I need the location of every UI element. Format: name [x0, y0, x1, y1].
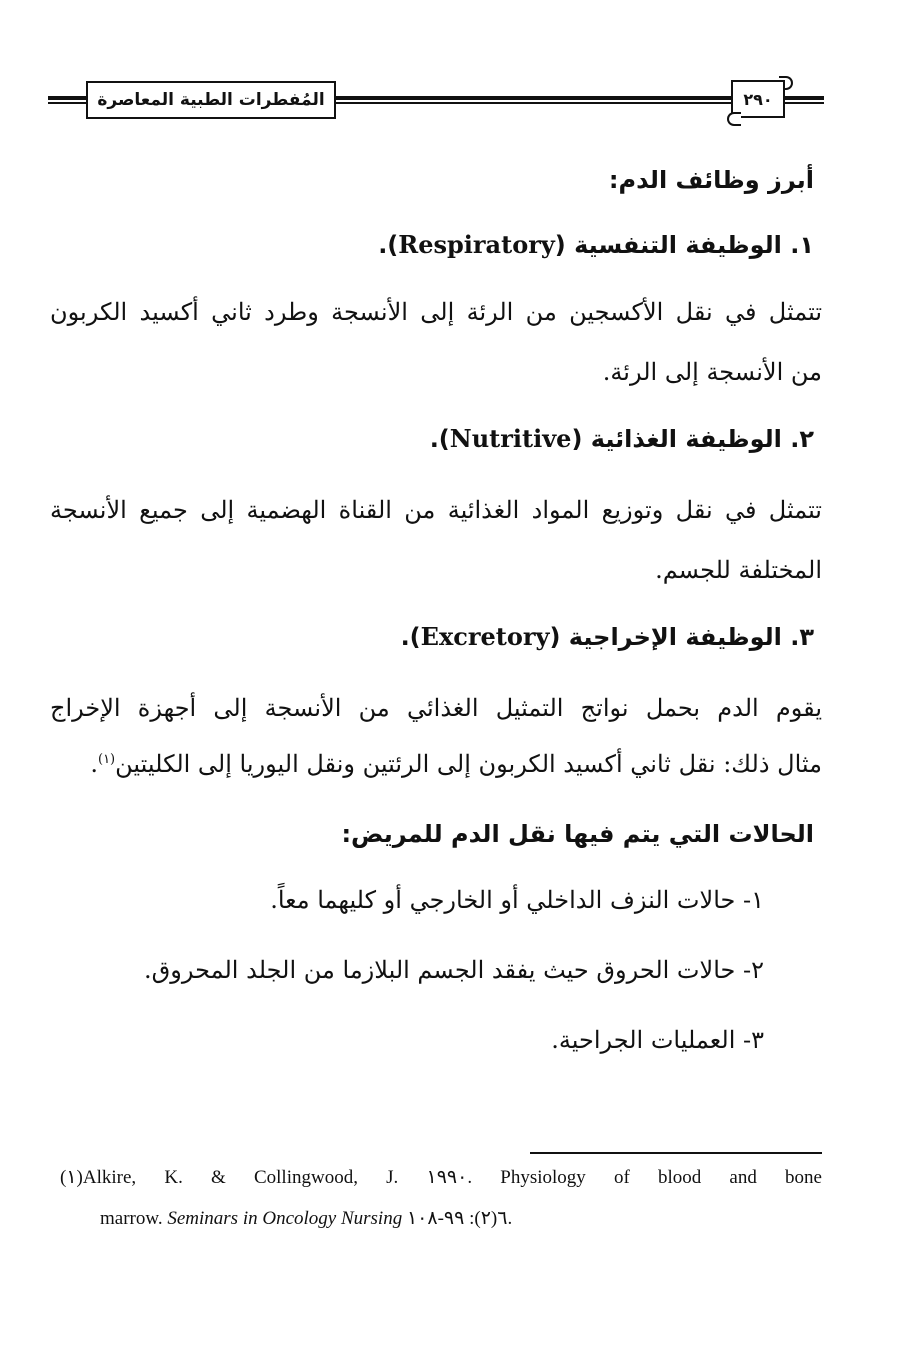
heading-excretory-end: ).	[400, 623, 421, 651]
footnote-line-2-start: marrow.	[100, 1208, 168, 1229]
respiratory-line-1: تتمثل في نقل الأكسجين من الرئة إلى الأنسجة وطرد ثاني أكسيد الكربون	[50, 298, 822, 326]
heading-respiratory	[378, 230, 814, 259]
footnote-reference: (١)	[97, 752, 116, 767]
heading-respiratory-en: Respiratory	[398, 230, 555, 259]
book-title-box	[86, 81, 336, 119]
case-3: ٣- العمليات الجراحية.	[551, 1026, 764, 1054]
heading-nutritive-ar: ٢. الوظيفة الغذائية (	[571, 425, 814, 453]
page-number: ٢٩٠	[743, 89, 773, 109]
footnote-line-2-end: ٦(٢): ٩٩-١٠٨.	[402, 1208, 513, 1229]
nutritive-line-2: المختلفة للجسم.	[655, 556, 822, 584]
footnote-journal: Seminars in Oncology Nursing	[167, 1208, 403, 1229]
footnote-line-2	[100, 1207, 822, 1230]
heading-excretory	[401, 622, 814, 651]
page-header	[0, 0, 904, 140]
excretory-line-2	[90, 750, 822, 778]
excretory-line-2-end: .	[90, 750, 98, 778]
heading-blood-functions: أبرز وظائف الدم:	[608, 166, 814, 194]
scroll-curl-bottom	[727, 112, 741, 126]
heading-nutritive	[430, 424, 814, 453]
heading-respiratory-ar: ١. الوظيفة التنفسية (	[554, 231, 814, 259]
heading-respiratory-end: ).	[378, 231, 399, 259]
heading-excretory-en: Excretory	[420, 622, 550, 651]
respiratory-line-2: من الأنسجة إلى الرئة.	[602, 358, 822, 386]
heading-nutritive-en: Nutritive	[449, 424, 572, 453]
page-number-scroll	[731, 76, 793, 126]
case-1: ١- حالات النزف الداخلي أو الخارجي أو كليهما معاً.	[270, 886, 764, 914]
excretory-line-1: يقوم الدم بحمل نواتج التمثيل الغذائي من الأنسجة إلى أجهزة الإخراج	[50, 694, 822, 722]
nutritive-line-1: تتمثل في نقل وتوزيع المواد الغذائية من القناة الهضمية إلى جميع الأنسجة	[50, 496, 822, 524]
footnote-rule	[530, 1152, 822, 1154]
heading-excretory-ar: ٣. الوظيفة الإخراجية (	[549, 623, 814, 651]
excretory-line-2-text: مثال ذلك: نقل ثاني أكسيد الكربون إلى الرئتين ونقل اليوريا إلى الكليتين	[115, 750, 822, 778]
heading-nutritive-end: ).	[429, 425, 450, 453]
heading-transfusion-cases: الحالات التي يتم فيها نقل الدم للمريض:	[341, 820, 814, 848]
book-title: المُفطرات الطبية المعاصرة	[97, 90, 325, 110]
case-2: ٢- حالات الحروق حيث يفقد الجسم البلازما من الجلد المحروق.	[144, 956, 764, 984]
footnote-line-1: (١)Alkire, K. & Collingwood, J. ١٩٩٠. Physiology of blood and bone	[60, 1167, 822, 1188]
